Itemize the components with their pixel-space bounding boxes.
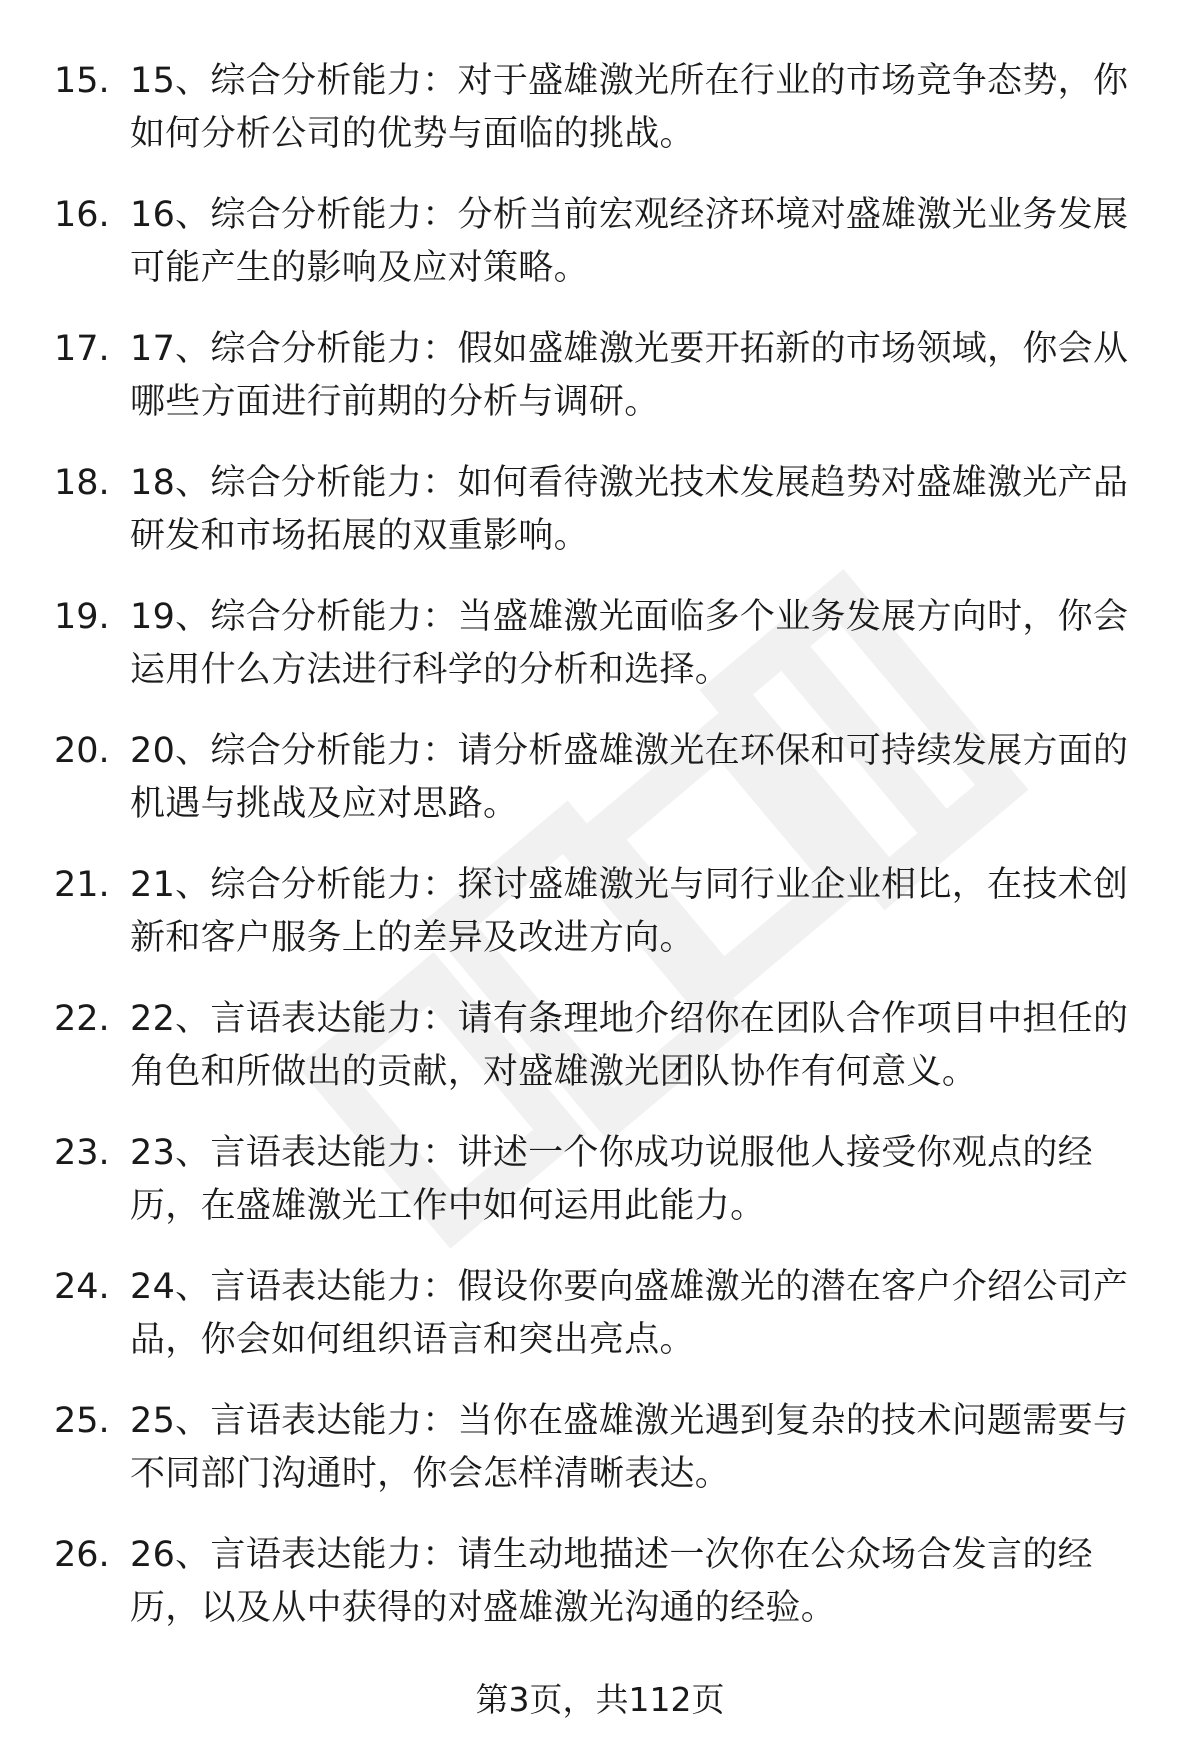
item-number: 23. [54,1133,110,1173]
item-number: 17. [54,329,110,369]
page-footer [0,1680,1200,1720]
list-item [0,1395,1200,1529]
list-item [0,1127,1200,1261]
list-item [0,323,1200,457]
item-text: 19、综合分析能力：当盛雄激光面临多个业务发展方向时，你会运用什么方法进行科学的分析和选择。 [130,597,1129,690]
item-text: 20、综合分析能力：请分析盛雄激光在环保和可持续发展方面的机遇与挑战及应对思路。 [130,731,1129,824]
list-item [0,591,1200,725]
item-text: 16、综合分析能力：分析当前宏观经济环境对盛雄激光业务发展可能产生的影响及应对策略。 [130,195,1129,288]
item-text: 17、综合分析能力：假如盛雄激光要开拓新的市场领域，你会从哪些方面进行前期的分析与调研。 [130,329,1129,422]
item-number: 19. [54,597,110,637]
item-number: 18. [54,463,110,503]
item-text: 25、言语表达能力：当你在盛雄激光遇到复杂的技术问题需要与不同部门沟通时，你会怎样清晰表达。 [130,1401,1129,1494]
item-text: 23、言语表达能力：讲述一个你成功说服他人接受你观点的经历，在盛雄激光工作中如何运用此能力。 [130,1133,1093,1226]
list-item [0,55,1200,189]
item-text: 15、综合分析能力：对于盛雄激光所在行业的市场竞争态势，你如何分析公司的优势与面临的挑战。 [130,61,1129,154]
item-text: 22、言语表达能力：请有条理地介绍你在团队合作项目中担任的角色和所做出的贡献，对盛雄激光团队协作有何意义。 [130,999,1129,1092]
question-list [0,55,1200,1663]
item-number: 22. [54,999,110,1039]
item-text: 18、综合分析能力：如何看待激光技术发展趋势对盛雄激光产品研发和市场拓展的双重影响。 [130,463,1129,556]
list-item [0,859,1200,993]
item-number: 20. [54,731,110,771]
item-text: 26、言语表达能力：请生动地描述一次你在公众场合发言的经历，以及从中获得的对盛雄激光沟通的经验。 [130,1535,1093,1628]
list-item [0,189,1200,323]
list-item [0,1261,1200,1395]
page-number-label: 第3页，共112页 [475,1680,725,1719]
list-item [0,457,1200,591]
item-number: 15. [54,61,110,101]
item-number: 16. [54,195,110,235]
list-item [0,1529,1200,1663]
item-text: 21、综合分析能力：探讨盛雄激光与同行业企业相比，在技术创新和客户服务上的差异及改进方向。 [130,865,1129,958]
item-number: 24. [54,1267,110,1307]
item-number: 21. [54,865,110,905]
item-number: 25. [54,1401,110,1441]
list-item [0,993,1200,1127]
item-text: 24、言语表达能力：假设你要向盛雄激光的潜在客户介绍公司产品，你会如何组织语言和突出亮点。 [130,1267,1129,1360]
item-number: 26. [54,1535,110,1575]
list-item [0,725,1200,859]
